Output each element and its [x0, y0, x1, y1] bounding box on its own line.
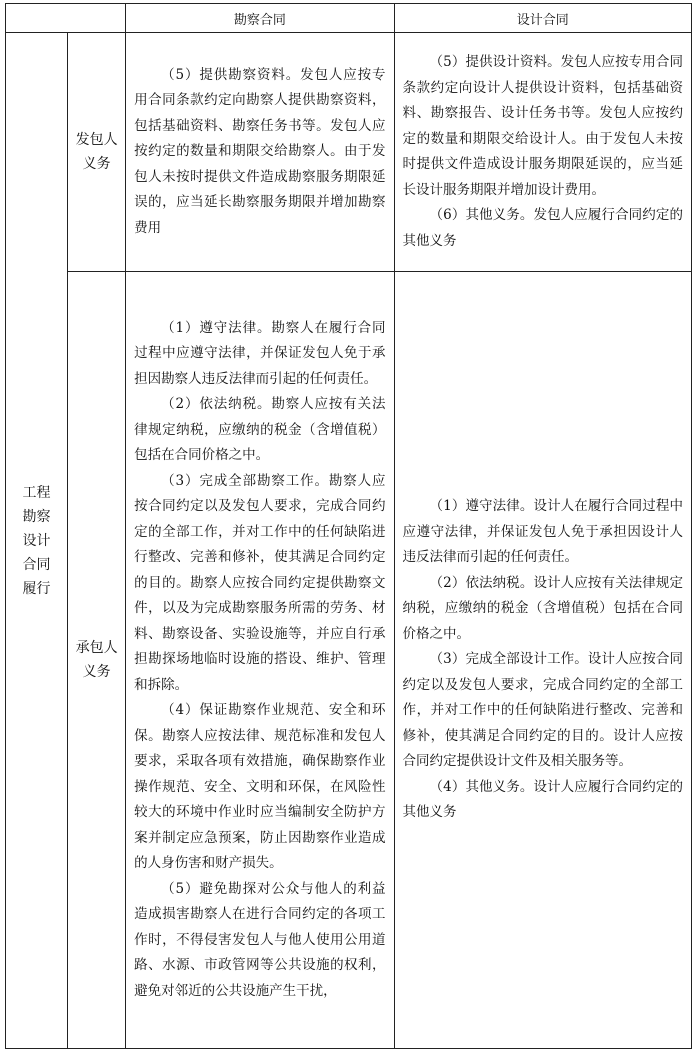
category-label-line: 合同 — [22, 556, 51, 573]
paragraph: （2）依法纳税。勘察人应按有关法律规定纳税，应缴纳的税金（含增值税）包括在合同价格之中。 — [134, 396, 386, 464]
contractor-survey-cell — [126, 272, 394, 1049]
employer-survey-cell — [126, 33, 394, 272]
employer-row — [6, 33, 692, 272]
contractor-label-line: 承包人 — [75, 640, 118, 656]
employer-label-line: 义务 — [82, 156, 111, 172]
category-label-line: 履行 — [22, 580, 51, 597]
category-label-line: 工程 — [22, 484, 51, 501]
paragraph: （1）遵守法律。勘察人在履行合同过程中应遵守法律，并保证发包人免于承担因勘察人违反法律而引起的任何责任。 — [134, 319, 386, 387]
header-blank-cell — [6, 4, 126, 33]
page — [5, 3, 692, 1034]
paragraph: （5）提供勘察资料。发包人应按专用合同条款约定向勘察人提供勘察资料，包括基础资料、勘察任务书等。发包人应按约定的数量和期限交给勘察人。由于发包人未按时提供文件造成勘察服务期限延误的，应当延长勘察服务期限并增加勘察费用 — [134, 66, 386, 236]
contractor-design-cell — [394, 272, 691, 1049]
category-label-line: 设计 — [22, 532, 51, 549]
contractor-label — [68, 272, 126, 1049]
header-design-contract: 设计合同 — [394, 4, 691, 33]
employer-design-cell — [394, 33, 691, 272]
employer-label — [68, 33, 126, 272]
paragraph: （3）完成全部设计工作。设计人应按合同约定以及发包人要求，完成合同约定的全部工作，并对工作中的任何缺陷进行整改、完善和修补，使其满足合同约定的目的。设计人应按合同约定提供设计文件及相关服务等。 — [402, 651, 683, 770]
paragraph: （5）避免勘探对公众与他人的利益造成损害勘察人在进行合同约定的各项工作时，不得侵害发包人与他人使用公用道路、水源、市政管网等公共设施的权利，避免对邻近的公共设施产生干扰， — [134, 880, 386, 999]
header-survey-contract: 勘察合同 — [126, 4, 394, 33]
category-label-line: 勘察 — [22, 508, 51, 525]
paragraph: （4）保证勘察作业规范、安全和环保。勘察人应按法律、规范标准和发包人要求，采取各项有效措施，确保勘察作业操作规范、安全、文明和环保，在风险性较大的环境中作业时应当编制安全防护方案并制定应急预案，防止因勘察作业造成的人身伤害和财产损失。 — [134, 702, 386, 872]
paragraph: （3）完成全部勘察工作。勘察人应按合同约定以及发包人要求，完成合同约定的全部工作，并对工作中的任何缺陷进行整改、完善和修补，使其满足合同约定的目的。勘察人应按合同约定提供勘察文件，以及为完成勘察服务所需的劳务、材料、勘察设备、实验设施等，并应自行承担勘探场地临时设施的搭设、维护、管理和拆除。 — [134, 472, 386, 693]
paragraph: （6）其他义务。发包人应履行合同约定的其他义务 — [402, 207, 683, 249]
contract-comparison-table — [5, 3, 692, 1049]
contractor-label-line: 义务 — [82, 664, 111, 680]
employer-label-line: 发包人 — [75, 132, 118, 148]
paragraph: （2）依法纳税。设计人应按有关法律规定纳税，应缴纳的税金（含增值税）包括在合同价格之中。 — [402, 574, 683, 642]
header-row — [6, 4, 692, 33]
paragraph: （4）其他义务。设计人应履行合同约定的其他义务 — [402, 778, 683, 821]
category-label — [6, 33, 68, 1049]
contractor-row — [6, 272, 692, 1049]
paragraph: （1）遵守法律。设计人在履行合同过程中应遵守法律，并保证发包人免于承担因设计人违反法律而引起的任何责任。 — [402, 498, 683, 566]
paragraph: （5）提供设计资料。发包人应按专用合同条款约定向设计人提供设计资料，包括基础资料、勘察报告、设计任务书等。发包人应按约定的数量和期限交给设计人。由于发包人未按时提供文件造成设计服务期限延误的，应当延长设计服务期限并增加设计费用。 — [402, 54, 683, 198]
